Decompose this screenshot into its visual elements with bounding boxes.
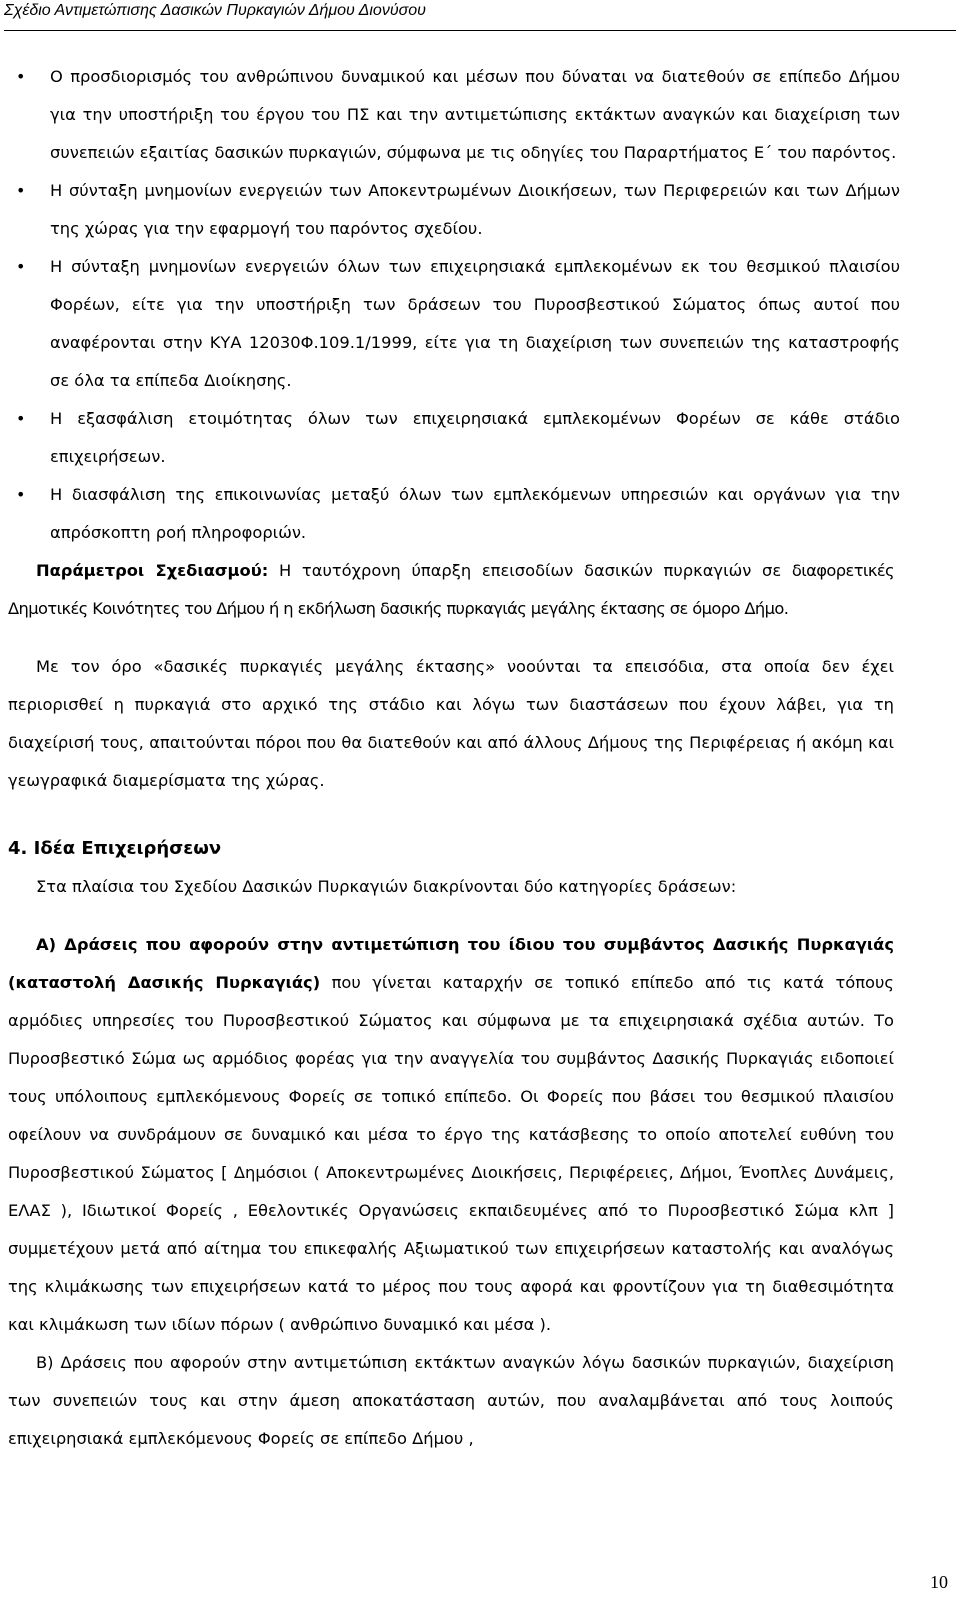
bullet-icon: • [16, 257, 26, 276]
bullet-icon: • [16, 181, 26, 200]
bullet-icon: • [16, 485, 26, 504]
bullet-item: • Η σύνταξη μνημονίων ενεργειών των Αποκεντρωμένων Διοικήσεων, των Περιφερειών και των Δήμων της χώρας για την εφαρμογή του παρόντος σχεδίου. [0, 172, 960, 248]
action-a-title: Α) Δράσεις που αφορούν στην αντιμετώπιση του ίδιου του συμβάντος Δασικής Πυρκαγιάς (καταστολή Δασικής Πυρκαγιάς) [8, 935, 894, 992]
document-body [0, 58, 960, 1458]
definition-paragraph: Με τον όρο «δασικές πυρκαγιές μεγάλης έκτασης» νοούνται τα επεισόδια, στα οποία δεν έχει περιορισθεί η πυρκαγιά στο αρχικό της στάδιο και λόγω των διαστάσεων που έχουν λάβει, για τη διαχείρισή τους, απαιτούνται πόροι που θα διατεθούν και από άλλους Δήμους της Περιφέρειας ή ακόμη και γεωγραφικά διαμερίσματα της χώρας. [8, 657, 894, 790]
bullet-icon: • [16, 409, 26, 428]
page-number: 10 [930, 1572, 948, 1592]
bullet-item: • Ο προσδιορισμός του ανθρώπινου δυναμικού και μέσων που δύναται να διατεθούν σε επίπεδο Δήμου για την υποστήριξη του έργου του ΠΣ και την αντιμετώπισης εκτάκτων αναγκών και διαχείριση των συνεπειών εξαιτίας δασικών πυρκαγιών, σύμφωνα με τις οδηγίες του Παραρτήματος Ε΄ του παρόντος. [0, 58, 960, 172]
bullet-item: • Η εξασφάλιση ετοιμότητας όλων των επιχειρησιακά εμπλεκομένων Φορέων σε κάθε στάδιο επιχειρήσεων. [0, 400, 960, 476]
section-intro: Στα πλαίσια του Σχεδίου Δασικών Πυρκαγιών διακρίνονται δύο κατηγορίες δράσεων: [36, 877, 737, 896]
parameters-paragraph: Παράμετροι Σχεδιασμού: Η ταυτόχρονη ύπαρξη επεισοδίων δασικών πυρκαγιών σε διαφορετικές Δημοτικές Κοινότητες του Δήμου ή η εκδήλωση δασικής πυρκαγιάς μεγάλης έκτασης σε όμορο Δήμο. [8, 561, 894, 618]
action-b-paragraph: Β) Δράσεις που αφορούν στην αντιμετώπιση εκτάκτων αναγκών λόγω δασικών πυρκαγιών, διαχείριση των συνεπειών τους και στην άμεση αποκατάσταση αυτών, που αναλαμβάνεται από τους λοιπούς επιχειρησιακά εμπλεκόμενους Φορείς σε επίπεδο Δήμου , [8, 1353, 894, 1448]
bullet-item: • Η διασφάλιση της επικοινωνίας μεταξύ όλων των εμπλεκόμενων υπηρεσιών και οργάνων για την απρόσκοπτη ροή πληροφοριών. [0, 476, 960, 552]
header-title: Σχέδιο Αντιμετώπισης Δασικών Πυρκαγιών Δήμου Διονύσου [4, 2, 426, 19]
page-header [4, 0, 956, 31]
bullet-item: • Η σύνταξη μνημονίων ενεργειών όλων των επιχειρησιακά εμπλεκομένων εκ του θεσμικού πλαισίου Φορέων, είτε για την υποστήριξη των δράσεων του Πυροσβεστικού Σώματος όπως αυτοί που αναφέρονται στην ΚΥΑ 12030Φ.109.1/1999, είτε για τη διαχείριση των συνεπειών της καταστροφής σε όλα τα επίπεδα Διοίκησης. [0, 248, 960, 400]
section-heading: 4. Ιδέα Επιχειρήσεων [8, 838, 222, 859]
bullet-icon: • [16, 67, 26, 86]
parameters-label: Παράμετροι Σχεδιασμού: [36, 561, 269, 580]
action-a-paragraph: Α) Δράσεις που αφορούν στην αντιμετώπιση του ίδιου του συμβάντος Δασικής Πυρκαγιάς (καταστολή Δασικής Πυρκαγιάς) που γίνεται καταρχήν σε τοπικό επίπεδο από τις κατά τόπους αρμόδιες υπηρεσίες του Πυροσβεστικού Σώματος και σύμφωνα με τα επιχειρησιακά σχέδια αυτών. Το Πυροσβεστικό Σώμα ως αρμόδιος φορέας για την αναγγελία του συμβάντος Δασικής Πυρκαγιάς ειδοποιεί τους υπόλοιπους εμπλεκόμενους Φορείς σε τοπικό επίπεδο. Οι Φορείς που βάσει του θεσμικού πλαισίου οφείλουν να συνδράμουν σε δυναμικό και μέσα το έργο της κατάσβεσης το οποίο αποτελεί ευθύνη του Πυροσβεστικού Σώματος [ Δημόσιοι ( Αποκεντρωμένες Διοικήσεις, Περιφέρειες, Δήμοι, Ένοπλες Δυνάμεις, ΕΛΑΣ ), Ιδιωτικοί Φορείς , Εθελοντικές Οργανώσεις εκπαιδευμένες από το Πυροσβεστικό Σώμα κλπ ] συμμετέχουν μετά από αίτημα του επικεφαλής Αξιωματικού των επιχειρήσεων καταστολής και αναλόγως της κλιμάκωσης των επιχειρήσεων κατά το μέρος που τους αφορά και φροντίζουν για τη διαθεσιμότητα και κλιμάκωση των ιδίων πόρων ( ανθρώπινο δυναμικό και μέσα ). [8, 935, 894, 1334]
